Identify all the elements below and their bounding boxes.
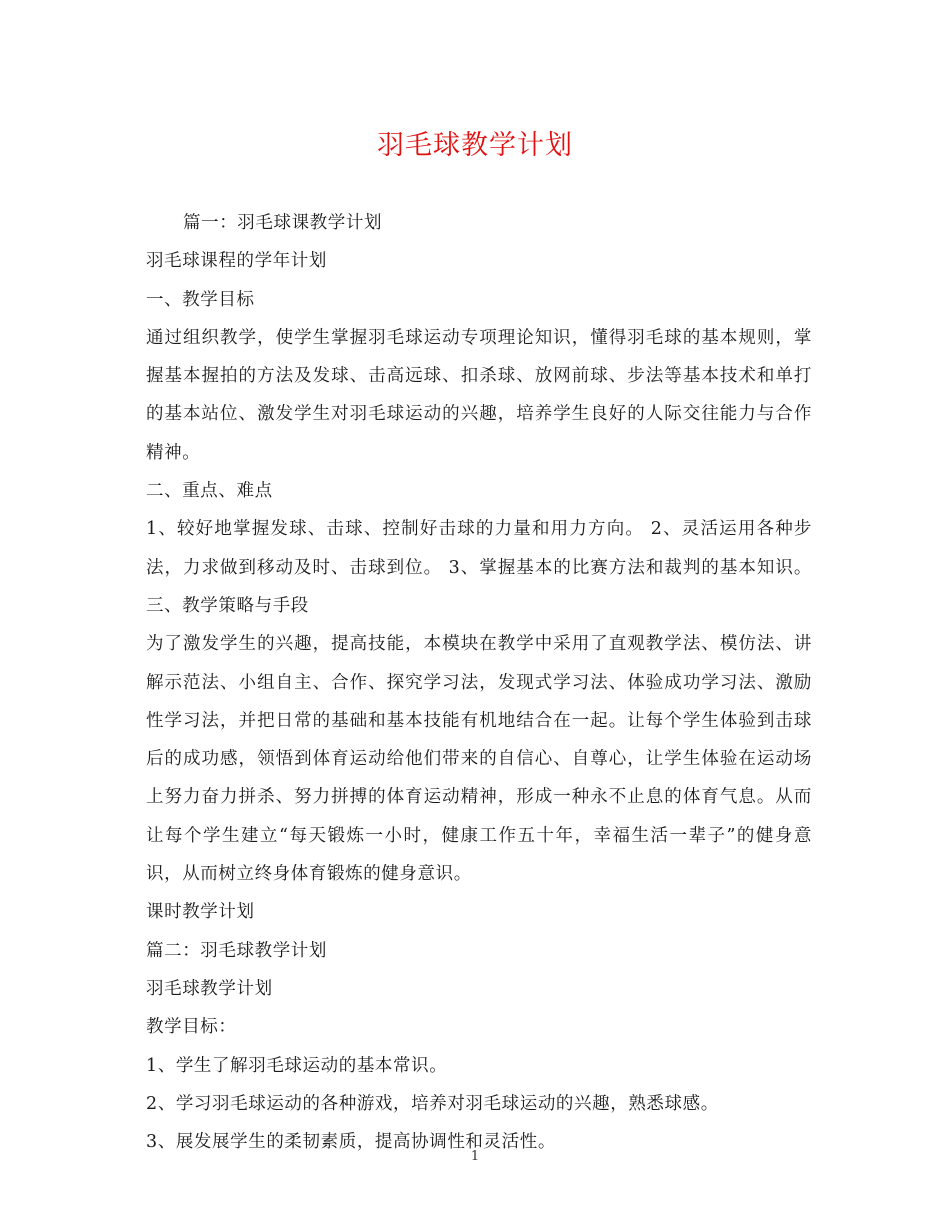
paragraph-course-plan-heading: 羽毛球课程的学年计划: [146, 251, 327, 272]
section-heading-part-two: 篇二：羽毛球教学计划: [146, 940, 327, 961]
section-heading-part-one: 篇一：羽毛球课教学计划: [183, 213, 383, 233]
document-body: [146, 204, 812, 1161]
heading-teaching-goals: 一、教学目标: [146, 289, 255, 310]
list-item-goal-2: 2、学习羽毛球运动的各种游戏，培养对羽毛球运动的兴趣，熟悉球感。: [146, 1093, 719, 1114]
paragraph-plan-title: 羽毛球教学计划: [146, 978, 273, 999]
paragraph-teaching-goals: 通过组织教学，使学生掌握羽毛球运动专项理论知识，懂得羽毛球的基本规则，掌握基本握拍的方法及发球、击高远球、扣杀球、放网前球、步法等基本技术和单打的基本站位、激发学生对羽毛球运动的兴趣，培养学生良好的人际交往能力与合作精神。: [146, 327, 812, 463]
heading-lesson-plan: 课时教学计划: [146, 902, 255, 923]
page-number: 1: [470, 1149, 480, 1164]
paragraph-teaching-strategy: 为了激发学生的兴趣，提高技能，本模块在教学中采用了直观教学法、模仿法、讲解示范法、小组自主、合作、探究学习法，发现式学习法、体验成功学习法、激励性学习法，并把日常的基础和基本技能有机地结合在一起。让每个学生体验到击球后的成功感，领悟到体育运动给他们带来的自信心、自尊心，让学生体验在运动场上努力奋力拼杀、努力拼搏的体育运动精神，形成一种永不止息的体育气息。从而让每个学生建立“每天锻炼一小时，健康工作五十年，幸福生活一辈子”的健身意识，从而树立终身体育锻炼的健身意识。: [146, 634, 812, 885]
list-item-goal-3: 3、展发展学生的柔韧素质，提高协调性和灵活性。: [146, 1132, 556, 1153]
paragraph-key-points: 1、较好地掌握发球、击球、控制好击球的力量和用力方向。 2、灵活运用各种步法，力求做到移动及时、击球到位。 3、掌握基本的比赛方法和裁判的基本知识。 三、教学策略与手段: [146, 519, 812, 616]
heading-teaching-goals-2: 教学目标：: [146, 1017, 237, 1038]
list-item-goal-1: 1、学生了解羽毛球运动的基本常识。: [146, 1055, 448, 1076]
document-title: 羽毛球教学计划: [377, 130, 573, 161]
heading-key-points: 二、重点、难点: [146, 481, 273, 502]
